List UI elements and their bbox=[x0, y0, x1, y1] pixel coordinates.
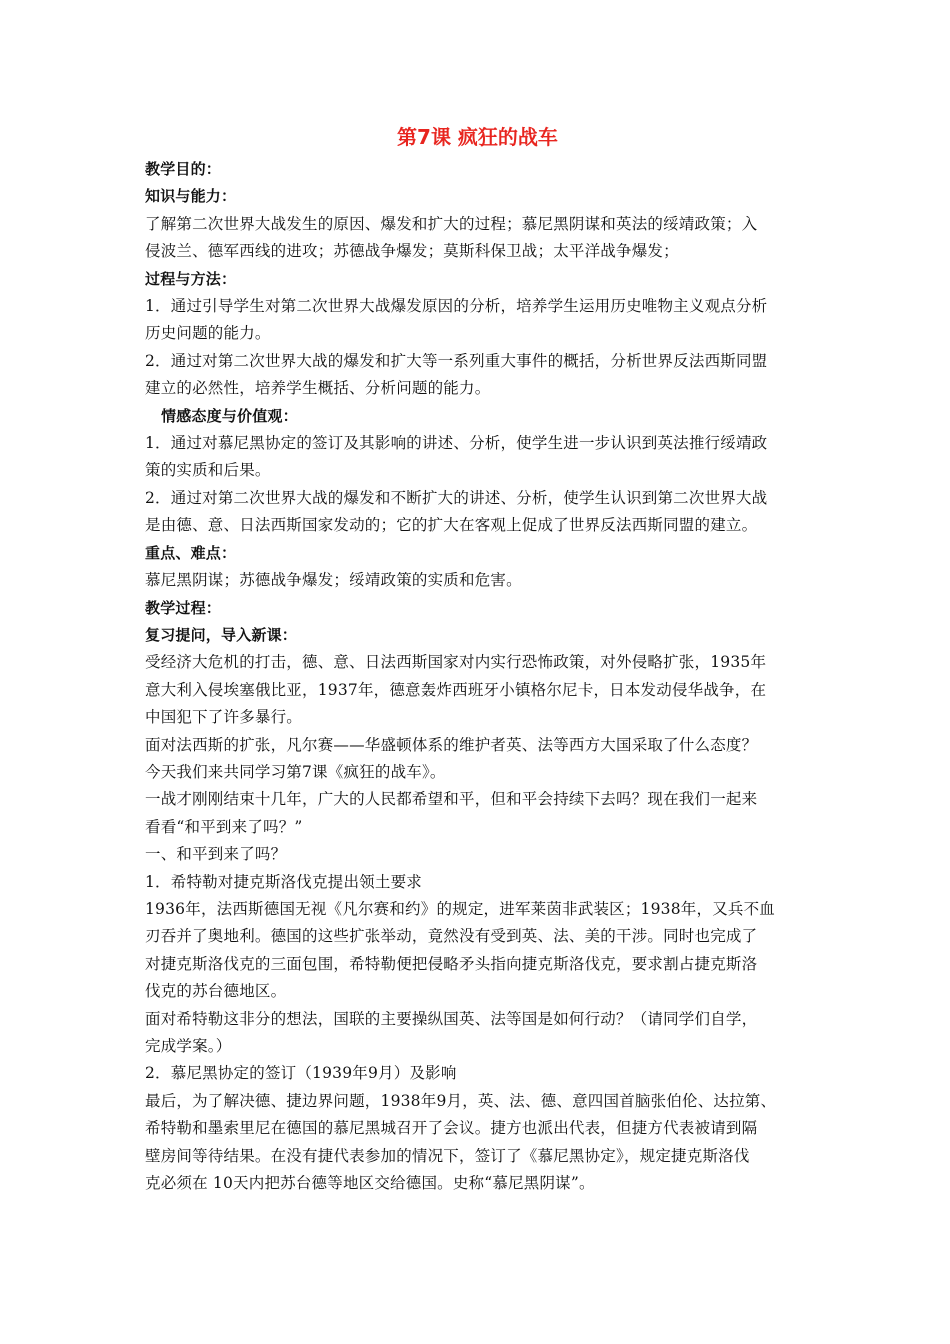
text-line: 中国犯下了许多暴行。 bbox=[145, 708, 303, 727]
text-line: 面对法西斯的扩张，凡尔赛——华盛顿体系的维护者英、法等西方大国采取了什么态度？ bbox=[145, 735, 758, 754]
text-line: 2．通过对第二次世界大战的爆发和扩大等一系列重大事件的概括，分析世界反法西斯同盟 bbox=[145, 351, 768, 370]
text-line: 2．通过对第二次世界大战的爆发和不断扩大的讲述、分析，使学生认识到第二次世界大战 bbox=[145, 488, 768, 507]
text-line: 了解第二次世界大战发生的原因、爆发和扩大的过程；慕尼黑阴谋和英法的绥靖政策；入 bbox=[145, 214, 758, 233]
text-line: 慕尼黑阴谋；苏德战争爆发；绥靖政策的实质和危害。 bbox=[145, 571, 522, 590]
text-line: 2．慕尼黑协定的签订（1939年9月）及影响 bbox=[145, 1064, 457, 1083]
text-line: 完成学案。） bbox=[145, 1037, 232, 1055]
document-body bbox=[145, 156, 810, 1197]
page-title: 第7课 疯狂的战车 bbox=[397, 125, 558, 149]
text-line: 一、和平到来了吗？ bbox=[145, 845, 287, 864]
text-line: 是由德、意、日法西斯国家发动的；它的扩大在客观上促成了世界反法西斯同盟的建立。 bbox=[145, 516, 758, 535]
document-page bbox=[145, 122, 810, 1197]
text-line: 1．希特勒对捷克斯洛伐克提出领土要求 bbox=[145, 872, 422, 891]
text-line: 对捷克斯洛伐克的三面包围，希特勒便把侵略矛头指向捷克斯洛伐克，要求割占捷克斯洛 bbox=[145, 954, 758, 973]
section-heading: 教学目的： bbox=[145, 160, 222, 178]
text-line: 1936年，法西斯德国无视《凡尔赛和约》的规定，进军莱茵非武装区；1938年，又兵不血 bbox=[145, 899, 775, 918]
text-line: 1．通过对慕尼黑协定的签订及其影响的讲述、分析，使学生进一步认识到英法推行绥靖政 bbox=[145, 434, 768, 453]
section-heading: 知识与能力： bbox=[145, 187, 237, 206]
text-line: 1．通过引导学生对第二次世界大战爆发原因的分析，培养学生运用历史唯物主义观点分析 bbox=[145, 297, 768, 316]
section-heading: 教学过程： bbox=[145, 598, 222, 617]
text-line: 侵波兰、德军西线的进攻；苏德战争爆发；莫斯科保卫战；太平洋战争爆发； bbox=[145, 242, 679, 261]
text-line: 刃吞并了奥地利。德国的这些扩张举动，竟然没有受到英、法、美的干涉。同时也完成了 bbox=[145, 927, 758, 946]
text-line: 伐克的苏台德地区。 bbox=[145, 982, 287, 1001]
text-line: 最后，为了解决德、捷边界问题，1938年9月，英、法、德、意四国首脑张伯伦、达拉第、 bbox=[145, 1091, 777, 1110]
text-line: 希特勒和墨索里尼在德国的慕尼黑城召开了会议。捷方也派出代表，但捷方代表被请到隔 bbox=[145, 1119, 758, 1138]
text-line: 今天我们来共同学习第7课《疯狂的战车》。 bbox=[145, 762, 446, 781]
text-line: 看看“和平到来了吗？” bbox=[145, 817, 303, 836]
text-line: 一战才刚刚结束十几年，广大的人民都希望和平，但和平会持续下去吗？现在我们一起来 bbox=[145, 790, 758, 809]
section-heading: 复习提问，导入新课： bbox=[145, 625, 298, 644]
text-line: 意大利入侵埃塞俄比亚，1937年，德意轰炸西班牙小镇格尔尼卡，日本发动侵华战争，在 bbox=[145, 680, 767, 699]
text-line: 策的实质和后果。 bbox=[145, 461, 271, 480]
section-heading: 过程与方法： bbox=[145, 269, 237, 288]
text-line: 建立的必然性，培养学生概括、分析问题的能力。 bbox=[145, 379, 491, 398]
text-line: 壁房间等待结果。在没有捷代表参加的情况下，签订了《慕尼黑协定》，规定捷克斯洛伐 bbox=[145, 1146, 750, 1165]
text-line: 受经济大危机的打击，德、意、日法西斯国家对内实行恐怖政策，对外侵略扩张，1935年 bbox=[145, 653, 767, 672]
section-heading: 情感态度与价值观： bbox=[161, 406, 298, 425]
section-heading: 重点、难点： bbox=[145, 543, 237, 562]
text-line: 历史问题的能力。 bbox=[145, 324, 271, 343]
text-line: 克必须在 10天内把苏台德等地区交给德国。史称“慕尼黑阴谋”。 bbox=[145, 1174, 595, 1193]
text-line: 面对希特勒这非分的想法，国联的主要操纵国英、法等国是如何行动？（请同学们自学， bbox=[145, 1009, 758, 1028]
